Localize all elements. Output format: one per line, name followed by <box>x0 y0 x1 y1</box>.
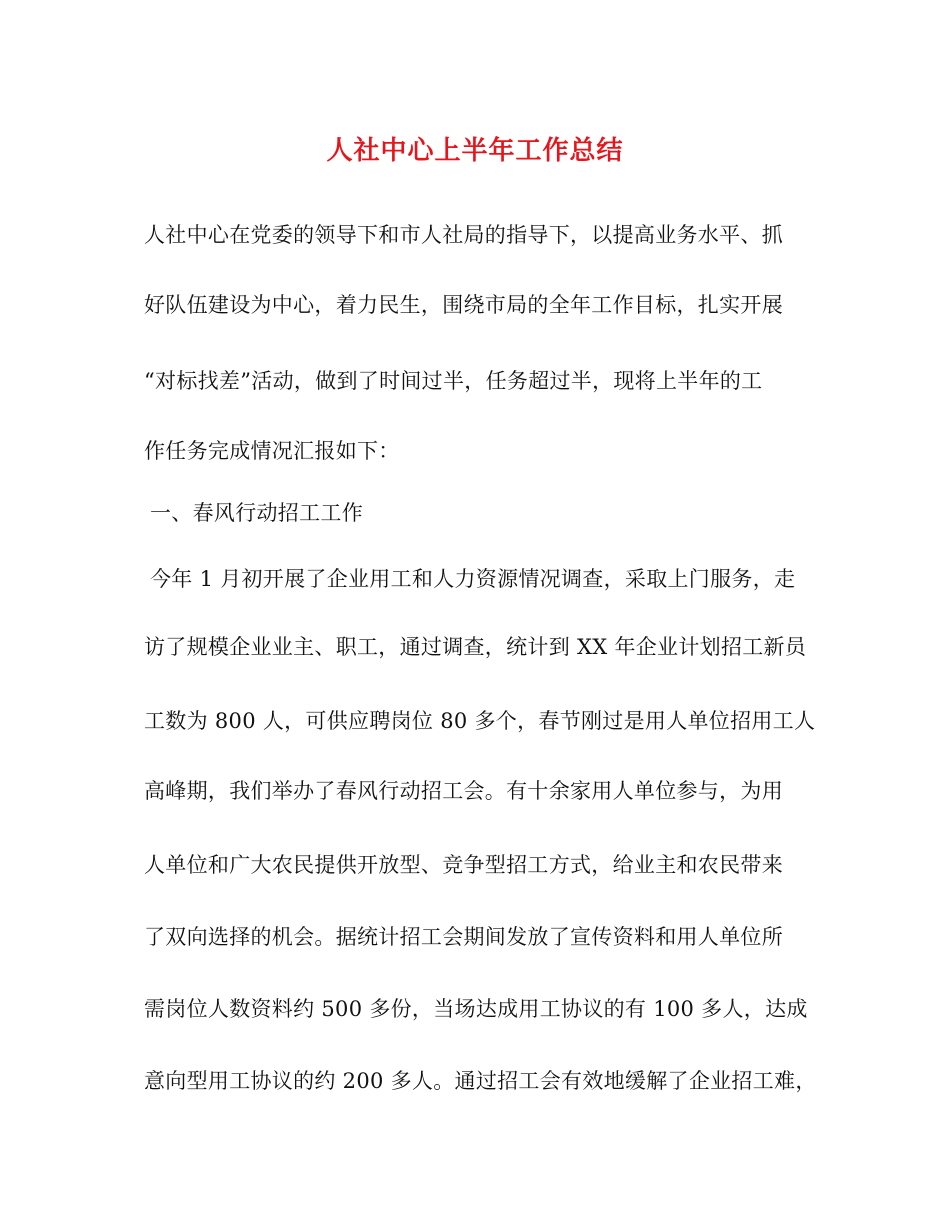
paragraph-line: 今年 1 月初开展了企业用工和人力资源情况调查，采取上门服务，走 <box>150 567 796 591</box>
paragraph-line: 需岗位人数资料约 500 多份，当场达成用工协议的有 100 多人，达成 <box>144 997 808 1021</box>
section-heading: 一、春风行动招工工作 <box>150 501 363 525</box>
paragraph-line: 作任务完成情况汇报如下： <box>144 439 400 463</box>
paragraph-line: 意向型用工协议的约 200 多人。通过招工会有效地缓解了企业招工难， <box>144 1069 817 1093</box>
paragraph-line: 人社中心在党委的领导下和市人社局的指导下，以提高业务水平、抓 <box>144 223 783 247</box>
paragraph-line: 访了规模企业业主、职工，通过调查，统计到 XX 年企业计划招工新员 <box>144 635 807 659</box>
document-title: 人社中心上半年工作总结 <box>326 136 624 166</box>
paragraph-line: 了双向选择的机会。据统计招工会期间发放了宣传资料和用人单位所 <box>144 925 783 949</box>
paragraph-line: “对标找差”活动，做到了时间过半，任务超过半，现将上半年的工 <box>144 369 763 393</box>
paragraph-line: 人单位和广大农民提供开放型、竞争型招工方式，给业主和农民带来 <box>144 853 783 877</box>
paragraph-line: 高峰期，我们举办了春风行动招工会。有十余家用人单位参与，为用 <box>144 779 783 803</box>
paragraph-line: 工数为 800 人，可供应聘岗位 80 多个，春节刚过是用人单位招用工人 <box>144 709 816 733</box>
paragraph-line: 好队伍建设为中心，着力民生，围绕市局的全年工作目标，扎实开展 <box>144 293 783 317</box>
